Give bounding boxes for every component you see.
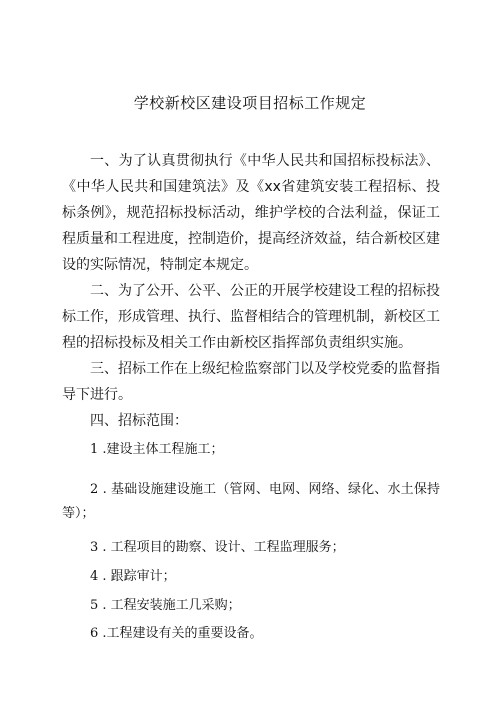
paragraph-3: 三、招标工作在上级纪检监察部门以及学校党委的监督指导下进行。 [62,361,440,403]
scope-item-1: 1 .建设主体工程施工； [90,442,224,457]
scope-item-2: 2 . 基础设施建设施工（管网、电网、网络、绿化、水土保持等）； [62,482,440,521]
scope-item-6: 6 .工程建设有关的重要设备。 [90,626,263,641]
paragraph-1: 一、为了认真贯彻执行《中华人民共和国招标投标法》、《中华人民共和国建筑法》及《xx省建筑安装工程招标、投标条例》，规范招标投标活动，维护学校的合法利益，保证工程质量和工程进度，控制造价，提高经济效益，结合新校区建设的实际情况，特制定本规定。 [62,153,440,273]
scope-item-4: 4 . 跟踪审计； [90,569,176,584]
scope-item-5: 5 . 工程安装施工几采购； [90,598,241,613]
document-title: 学校新校区建设项目招标工作规定 [133,94,367,112]
scope-item-3: 3 . 工程项目的勘察、设计、工程监理服务； [90,540,345,555]
paragraph-4: 四、招标范围： [90,413,188,429]
paragraph-2: 二、为了公开、公平、公正的开展学校建设工程的招标投标工作，形成管理、执行、监督相结合的管理机制，新校区工程的招标投标及相关工作由新校区指挥部负责组织实施。 [62,283,440,351]
